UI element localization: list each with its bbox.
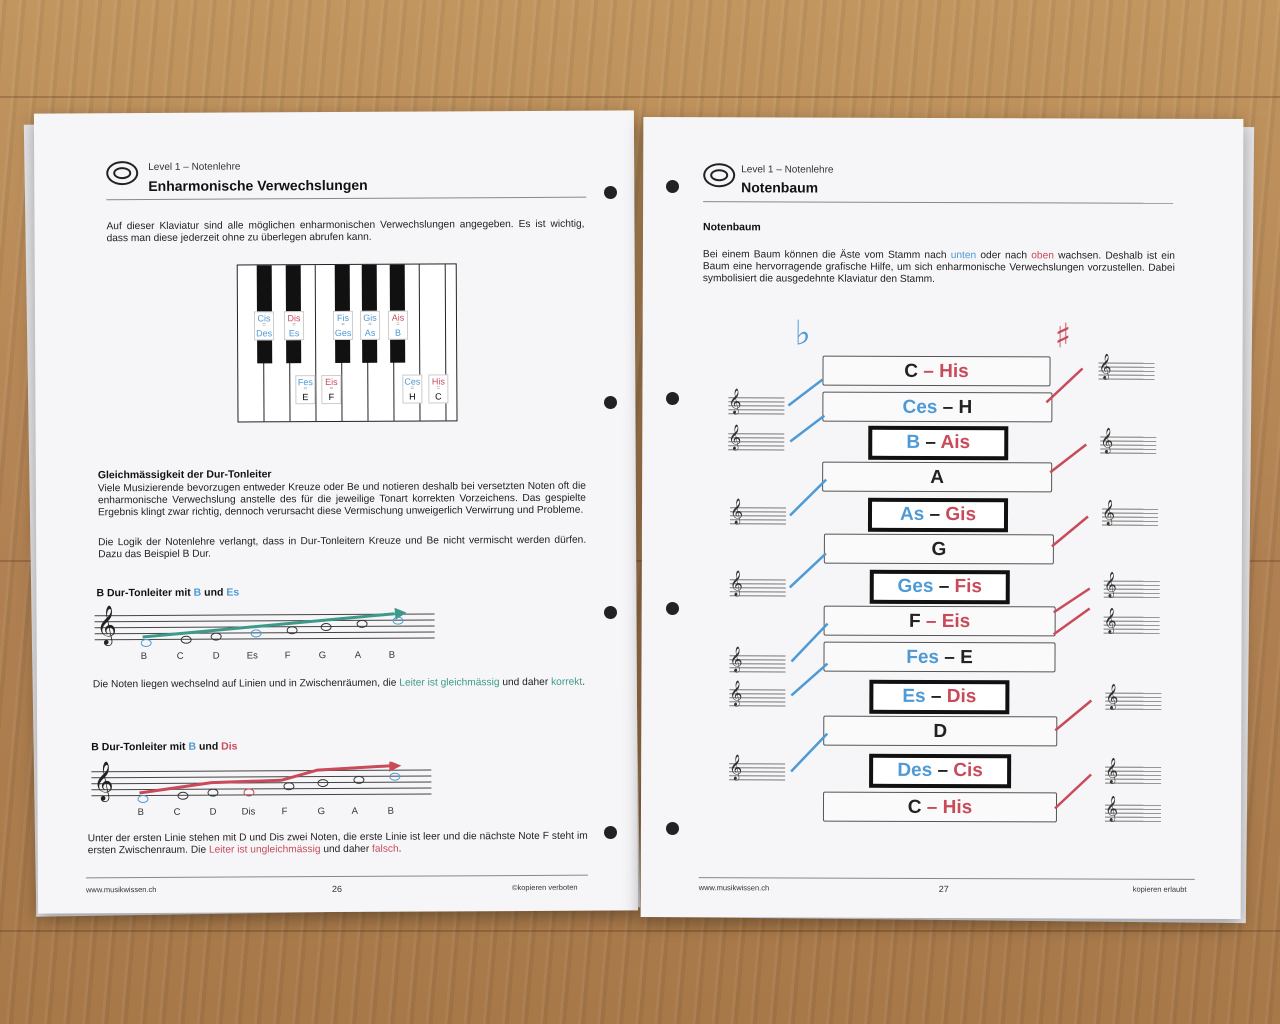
mini-staff: [1098, 354, 1154, 381]
note-label: G: [317, 806, 325, 818]
tree-row-g: G: [824, 534, 1054, 565]
page-title: Notenbaum: [741, 179, 819, 196]
right-page: [641, 117, 1244, 919]
tree-row-fes-e: Fes – E: [823, 642, 1055, 673]
note: [321, 623, 332, 631]
header-rule: [106, 197, 586, 201]
binder-hole: [604, 396, 617, 409]
treble-clef-icon: 𝄞: [1103, 608, 1117, 634]
note-label: C: [173, 806, 181, 818]
floor-plank-line: [0, 930, 1280, 932]
tree-row-a: A: [822, 462, 1052, 493]
mini-staff: [729, 647, 785, 673]
mini-staff: [1104, 796, 1161, 823]
tree-row-c-his: C – His: [822, 356, 1050, 387]
treble-clef-icon: 𝄞: [1101, 500, 1116, 526]
note-label: B: [387, 805, 394, 817]
level-label: Level 1 – Notenlehre: [148, 161, 241, 173]
footer-note: kopieren erlaubt: [1132, 884, 1187, 894]
mini-staff: [1100, 428, 1156, 455]
mini-staff: [1103, 572, 1160, 599]
footer-copyright: ©kopieren verboten: [511, 882, 578, 893]
tree-row-es-dis: Es – Dis: [869, 680, 1009, 714]
treble-clef-icon: 𝄞: [728, 425, 742, 451]
treble-clef-icon: 𝄞: [1104, 796, 1119, 822]
treble-clef-icon: 𝄞: [1100, 428, 1114, 454]
section-text: Viele Musizierende bevorzugen entweder Kreuze oder Be und notieren deshalb bei versetzten Noten oft die enharmonische Verwechslung anstelle des für die jeweilige Tonart korrekten Vorzeichens. Das gespielte Ergebnis klingt zwar richtig, dennoch verursacht diese Vermischung unweigerlich Verwirrung und Probleme.: [97, 480, 586, 519]
tree-row-d: D: [823, 716, 1057, 747]
treble-clef-icon: 𝄞: [93, 761, 114, 802]
mini-staff: [729, 499, 786, 525]
binder-hole: [666, 180, 679, 193]
arrow-icon: [94, 605, 434, 641]
binder-hole: [604, 826, 617, 839]
binder-hole: [604, 186, 617, 199]
note-label: B: [388, 649, 396, 661]
note: [141, 639, 152, 647]
page-title: Enharmonische Verwechslungen: [148, 176, 368, 194]
note-label: Dis: [241, 806, 256, 818]
treble-clef-icon: 𝄞: [1103, 572, 1117, 598]
mini-staff: [1103, 608, 1160, 635]
scale2-title: B Dur-Tonleiter mit B und Dis: [91, 740, 238, 754]
note-label: C: [176, 650, 184, 662]
flat-icon: ♭: [794, 313, 811, 354]
mini-staff: [1105, 758, 1161, 785]
binder-hole: [666, 602, 679, 615]
note: [287, 626, 298, 634]
note: [353, 776, 364, 784]
note-label: A: [354, 649, 362, 661]
mini-staff: [1101, 500, 1158, 527]
section-text: Bei einem Baum können die Äste vom Stamm nach unten oder nach oben wachsen. Deshalb ist ein Baum eine hervorragende grafische Hilfe, um sich enharmonische Verwechslungen vorzustellen. Dabei symbolisiert die ausgedehnte Klaviatur den Stamm.: [702, 249, 1175, 285]
floor-plank-line: [0, 96, 1280, 98]
note-label: D: [209, 806, 217, 818]
key-label: Dis = Es: [284, 311, 304, 340]
key-label: Fis = Ges: [333, 311, 353, 340]
treble-clef-icon: 𝄞: [96, 605, 117, 646]
note-label: B: [137, 807, 144, 819]
section-title: Notenbaum: [702, 221, 761, 234]
note: [137, 795, 148, 803]
tree-row-c-his-bottom: C – His: [823, 792, 1057, 823]
note: [389, 773, 400, 781]
footer-website: www.musikwissen.ch: [85, 884, 157, 895]
key-label: Gis = As: [360, 311, 380, 340]
footer-rule: [86, 875, 588, 879]
page-number: 26: [331, 883, 343, 895]
note: [177, 792, 188, 800]
mini-staff: [729, 681, 785, 707]
mini-staff: [729, 571, 786, 597]
scale1-text: Die Noten liegen wechselnd auf Linien und in Zwischenräumen, die Leiter ist gleichmässig und daher korrekt.: [92, 676, 586, 691]
note: [357, 620, 368, 628]
mini-staff: [728, 389, 784, 415]
treble-clef-icon: 𝄞: [1105, 684, 1119, 710]
note: [283, 782, 294, 790]
footer-website: www.musikwissen.ch: [698, 883, 770, 893]
mini-staff: [729, 755, 785, 781]
binder-hole: [666, 392, 679, 405]
section-title: Gleichmässigkeit der Dur-Tonleiter: [97, 468, 272, 482]
treble-clef-icon: 𝄞: [729, 681, 743, 707]
scale1-staff: [95, 605, 435, 646]
note: [317, 779, 328, 787]
key-label: Ces = H: [402, 375, 422, 404]
treble-clef-icon: 𝄞: [1105, 758, 1119, 784]
piano-keyboard: [237, 263, 458, 422]
arrow-icon: [91, 762, 431, 798]
key-label: Cis = Des: [254, 311, 274, 340]
note-label: A: [351, 805, 358, 817]
treble-clef-icon: 𝄞: [728, 389, 742, 415]
note: [207, 789, 218, 797]
note-label: F: [284, 650, 291, 662]
tree-row-ges-fis: Ges – Fis: [870, 570, 1010, 604]
note: [393, 617, 404, 625]
binder-hole: [666, 822, 679, 835]
note-label: G: [318, 650, 327, 662]
scale2-text: Unter der ersten Linie stehen mit D und Dis zwei Noten, die erste Linie ist leer und die nächste Note F steht im ersten Zwischenraum. Die Leiter ist ungleichmässig und daher falsch.: [87, 830, 588, 857]
treble-clef-icon: 𝄞: [729, 571, 743, 597]
intro-text: Auf dieser Klaviatur sind alle möglichen enharmonischen Verwechslungen angegeben. Es ist wichtig, dass man diese jederzeit ohne zu überlegen abrufen kann.: [106, 218, 585, 245]
scale2-staff: [91, 761, 431, 802]
mini-staff: [1105, 684, 1161, 711]
tree-row-ces-h: Ces – H: [822, 392, 1052, 423]
key-label: Ais = B: [388, 311, 408, 340]
left-page: [34, 110, 638, 913]
tree-row-b-ais: B – Ais: [868, 426, 1008, 460]
treble-clef-icon: 𝄞: [729, 647, 743, 673]
treble-clef-icon: 𝄞: [729, 755, 743, 781]
note-label: F: [281, 806, 288, 818]
mini-staff: [728, 425, 784, 451]
treble-clef-icon: 𝄞: [1098, 354, 1112, 380]
key-label: Fes = E: [295, 375, 315, 404]
tree-row-as-gis: As – Gis: [868, 498, 1008, 532]
treble-clef-icon: 𝄞: [729, 499, 744, 525]
key-label: His = C: [428, 374, 448, 403]
key-label: Eis = F: [321, 375, 341, 404]
note: [243, 788, 254, 796]
section-text-2: Die Logik der Notenlehre verlangt, dass in Dur-Tonleitern Kreuze und Be nicht vermischt werden dürfen. Dazu das Beispiel B Dur.: [98, 534, 587, 561]
tree-row-f-eis: F – Eis: [824, 606, 1056, 637]
page-number: 27: [938, 883, 949, 895]
note: [211, 633, 222, 641]
note: [251, 629, 262, 637]
tree-row-des-cis: Des – Cis: [869, 754, 1011, 788]
level-label: Level 1 – Notenlehre: [741, 164, 834, 176]
scale1-title: B Dur-Tonleiter mit B und Es: [96, 586, 240, 600]
note-label: Es: [246, 650, 258, 662]
note-label: B: [140, 650, 148, 663]
note: [181, 636, 192, 644]
binder-hole: [604, 606, 617, 619]
note-label: D: [212, 650, 220, 662]
sharp-icon: ♯: [1054, 316, 1072, 357]
logo-icon: [106, 161, 138, 185]
